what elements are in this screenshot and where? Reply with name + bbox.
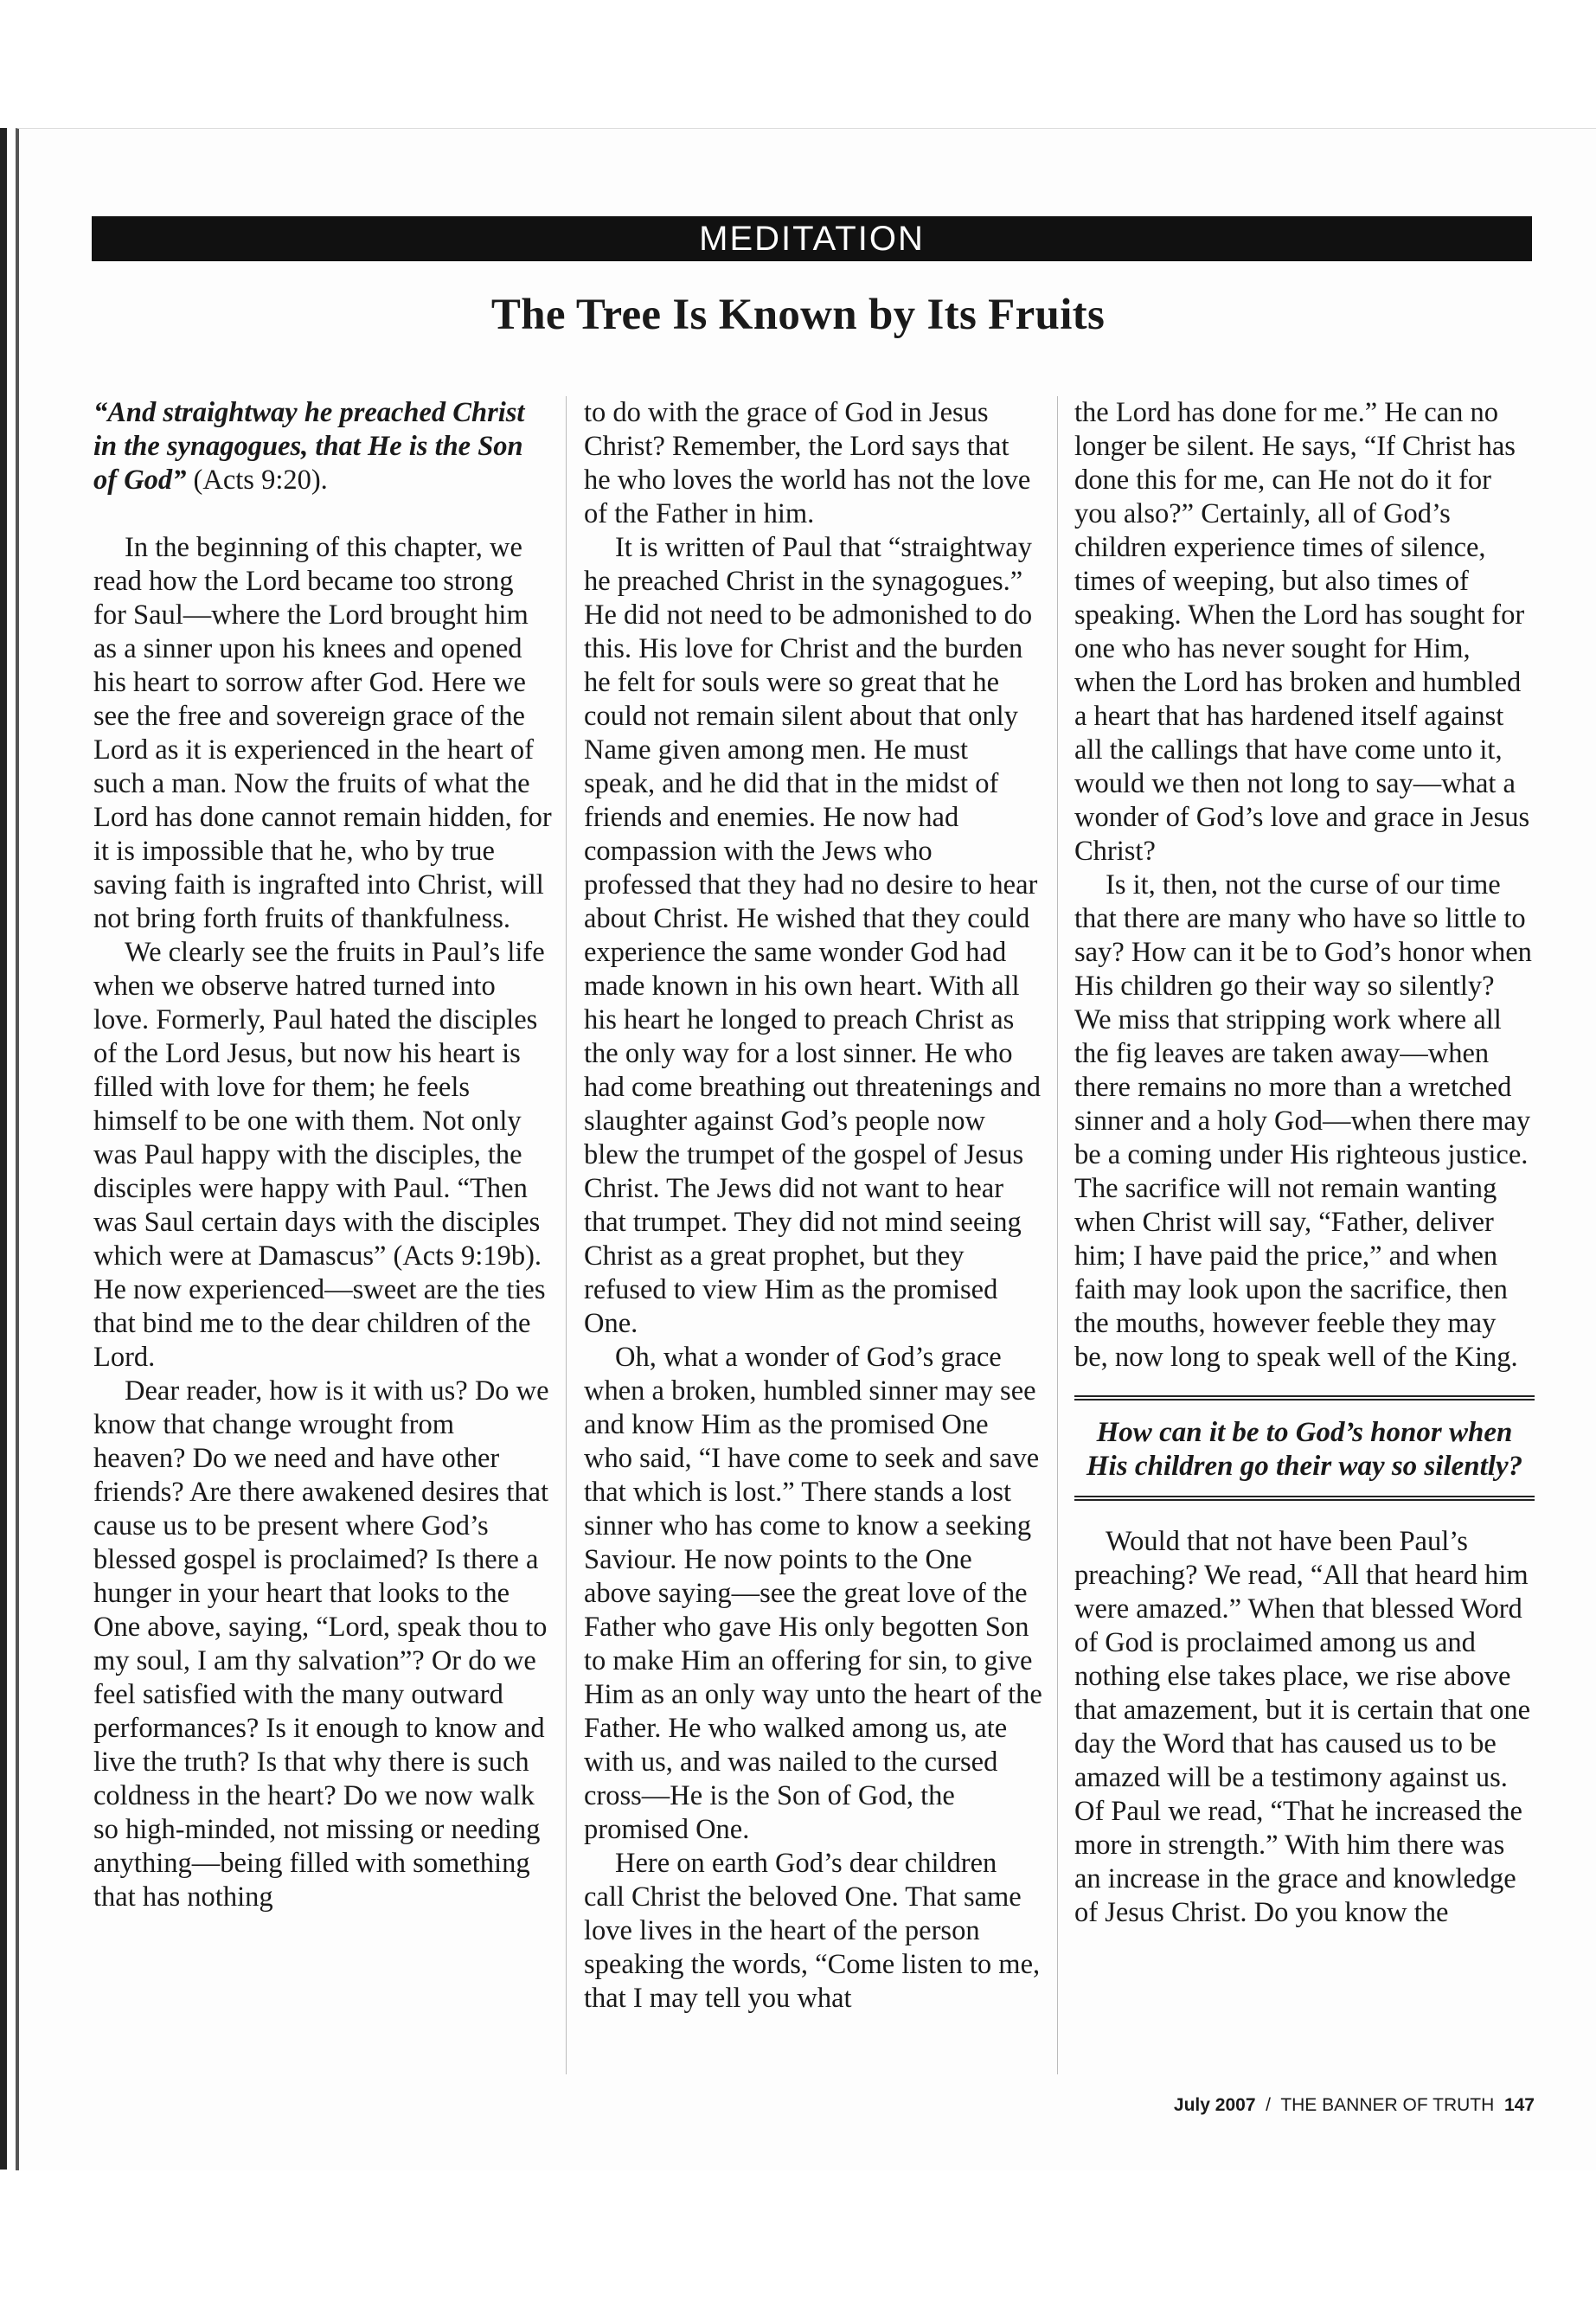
section-label: MEDITATION [699,219,925,258]
column-divider [566,396,567,2074]
column-1 [93,396,552,1914]
paragraph: In the beginning of this chapter, we read how the Lord became too strong for Saul—where the Lord brought him as a sinner upon his knees and opened his heart to sorrow after God. Here we see the free and sovereign grace of the Lord as it is experienced in the heart of such a man. Now the fruits of what the Lord has done cannot remain hidden, for it is impossible that he, who by true saving faith is ingrafted into Christ, will not bring forth fruits of thankfulness. [93,532,552,934]
column-divider [1057,396,1058,2074]
page-footer [995,2095,1535,2116]
paragraph: the Lord has done for me.” He can no longer be silent. He says, “If Christ has done this for me, can He not do it for you also?” Certainly, all of God’s children experience times of silence, times of weeping, but also times of speaking. When the Lord has sought for one who has never sought for Him, when the Lord has broken and humbled a heart that has hardened itself against all the callings that have come unto it, would we then not long to say—what a wonder of God’s love and grace in Jesus Christ? [1074,397,1530,867]
paragraph: We clearly see the fruits in Paul’s life when we observe hatred turned into love. Formerly, Paul hated the disciples of the Lord Jesus, but now his heart is filled with love for them; he feels himself to be one with them. Not only was Paul happy with the disciples, the disciples were happy with Paul. “Then was Saul certain days with the disciples which were at Damascus” (Acts 9:19b). He now experienced—sweet are the ties that bind me to the dear children of the Lord. [93,937,546,1373]
epigraph [93,396,552,497]
paragraph: to do with the grace of God in Jesus Christ? Remember, the Lord says that he who loves the world has not the love of the Father in him. [584,397,1031,529]
paragraph: Would that not have been Paul’s preaching? We read, “All that heard him were amazed.” When that blessed Word of God is proclaimed among us and nothing else takes place, we rise above that amazement, but it is certain that one day the Word that has caused us to be amazed will be a testimony against us. Of Paul we read, “That he increased the more in strength.” With him there was an increase in the grace and knowledge of Jesus Christ. Do you know the [1074,1526,1531,1928]
paragraph: Here on earth God’s dear children call Christ the beloved One. That same love lives in the heart of the person speaking the words, “Come listen to me, that I may tell you what [584,1848,1041,2014]
footer-separator: / [1266,2095,1272,2115]
column-3 [1074,396,1535,1930]
epigraph-reference: (Acts 9:20). [193,465,328,496]
epigraph-text: “And straightway he preached Christ in the synagogues, that He is the Son of God” [93,397,525,496]
section-banner [92,216,1532,261]
page-scan-edge [0,128,7,2170]
paragraph: Dear reader, how is it with us? Do we know that change wrought from heaven? Do we need and have other friends? Are there awakened desires that cause us to be present where God’s blessed gospel is proclaimed? Is there a hunger in your heart that looks to the One above, saying, “Lord, speak thou to my soul, I am thy salvation”? Or do we feel satisfied with the many outward performances? Is it enough to know and live the truth? Is that why there is such coldness in the heart? Do we now walk so high-minded, not missing or needing anything—being filled with something that has nothing [93,1375,549,1913]
paragraph: It is written of Paul that “straightway he preached Christ in the synagogues.” He did not need to be admonished to do this. His love for Christ and the burden he felt for souls were so great that he could not remain silent about that only Name given among men. He must speak, and he did that in the midst of friends and enemies. He now had compassion with the Jews who professed that they had no desire to hear about Christ. He wished that they could experience the same wonder God had made known in his own heart. With all his heart he longed to preach Christ as the only way for a lost sinner. He who had come breathing out threatenings and slaughter against God’s people now blew the trumpet of the gospel of Jesus Christ. The Jews did not want to hear that trumpet. They did not mind seeing Christ as a great prophet, but they refused to view Him as the promised One. [584,532,1041,1339]
article-title: The Tree Is Known by Its Fruits [490,291,1106,339]
page-number: 147 [1503,2095,1535,2115]
issue-date: July 2007 [1173,2095,1256,2115]
pull-quote-text: How can it be to God’s honor when His children go their way so silently? [1086,1417,1523,1482]
pull-quote [1074,1395,1535,1501]
column-2 [584,396,1042,2016]
paragraph: Oh, what a wonder of God’s grace when a broken, humbled sinner may see and know Him as the promised One who said, “I have come to seek and save that which is lost.” There stands a lost sinner who has come to know a seeking Saviour. He now points to the One above saying—see the great love of the Father who gave His only begotten Son to make Him an offering for sin, to give Him as an only way unto the heart of the Father. He who walked among us, ate with us, and was nailed to the cursed cross—He is the Son of God, the promised One. [584,1342,1042,1845]
paragraph: Is it, then, not the curse of our time that there are many who have so little to say? How can it be to God’s honor when His children go their way so silently? We miss that stripping work where all the fig leaves are taken away—when there remains no more than a wretched sinner and a holy God—when there may be a coming under His righteous justice. The sacrifice will not remain wanting when Christ will say, “Father, deliver him; I have paid the price,” and when faith may look upon the sacrifice, then the mouths, however feeble they may be, now long to speak well of the King. [1074,869,1532,1373]
publication-name: THE BANNER OF TRUTH [1280,2095,1495,2115]
